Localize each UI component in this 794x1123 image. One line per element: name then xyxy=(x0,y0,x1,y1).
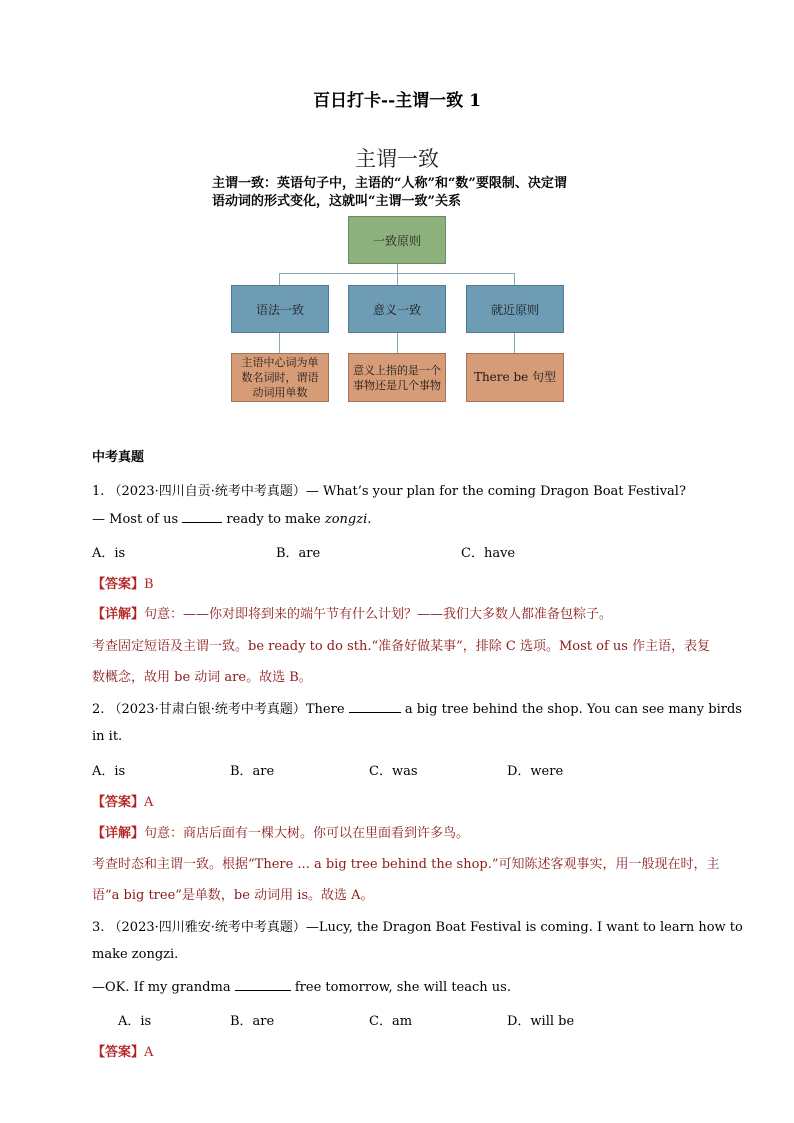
question-text-segment: 2. （2023·甘肃白银·统考中考真题）There xyxy=(92,702,345,717)
option-b: B．are xyxy=(276,546,321,561)
question-text: in it. xyxy=(92,729,123,744)
diagram-title: 主谓一致 xyxy=(355,147,439,171)
question-text-segment: ready to make xyxy=(226,512,321,527)
detail-line xyxy=(92,603,612,622)
diagram-branch-meaning: 意义一致 xyxy=(348,285,446,333)
answer-blank xyxy=(182,511,222,523)
page-title: 百日打卡--主谓一致 1 xyxy=(313,91,481,111)
detail-label: 【详解】 xyxy=(92,826,145,841)
option-b: B．are xyxy=(230,764,275,779)
option-c: C．am xyxy=(369,1014,413,1029)
question-text-segment: — Most of us xyxy=(92,512,179,527)
question-text: 1. （2023·四川自贡·统考中考真题）— What’s your plan for the coming Dragon Boat Festival? xyxy=(92,484,686,499)
answer-blank xyxy=(235,979,291,991)
connector-line xyxy=(279,333,280,353)
question-text: make zongzi. xyxy=(92,947,179,962)
diagram-leaf-proximity: There be 句型 xyxy=(466,353,564,402)
connector-line xyxy=(397,273,398,285)
answer-value: A xyxy=(144,795,154,810)
detail-text: 语“a big tree”是单数，be 动词用 is。故选 A。 xyxy=(92,888,374,903)
detail-text: 考查固定短语及主谓一致。be ready to do sth.“准备好做某事”，排除 C 选项。Most of us 作主语，表复 xyxy=(92,639,711,654)
detail-label: 【详解】 xyxy=(92,607,145,622)
option-a: A．is xyxy=(92,764,126,779)
option-a: A．is xyxy=(92,546,126,561)
connector-line xyxy=(514,273,515,285)
detail-line xyxy=(92,822,469,841)
option-d: D．will be xyxy=(507,1014,575,1029)
diagram-leaf-meaning: 意义上指的是一个事物还是几个事物 xyxy=(348,353,446,402)
question-text-segment: free tomorrow, she will teach us. xyxy=(294,980,511,995)
connector-line xyxy=(397,333,398,353)
option-a: A．is xyxy=(118,1014,152,1029)
answer-line xyxy=(92,573,154,592)
answer-line xyxy=(92,791,153,810)
answer-label: 【答案】 xyxy=(92,1045,145,1060)
detail-text: 句意：——你对即将到来的端午节有什么计划？——我们大多数人都准备包粽子。 xyxy=(144,607,613,622)
option-c: C．was xyxy=(369,764,418,779)
diagram-branch-grammar: 语法一致 xyxy=(231,285,329,333)
question-text: 3. （2023·四川雅安·统考中考真题）—Lucy, the Dragon Boat Festival is coming. I want to learn how to xyxy=(92,920,743,935)
detail-text: 数概念，故用 be 动词 are。故选 B。 xyxy=(92,670,312,685)
diagram-root-node: 一致原则 xyxy=(348,216,446,264)
question-text-segment: . xyxy=(367,512,372,527)
question-text xyxy=(92,979,511,995)
question-text-segment: —OK. If my grandma xyxy=(92,980,231,995)
option-d: D．were xyxy=(507,764,564,779)
option-c: C．have xyxy=(461,546,516,561)
answer-blank xyxy=(349,701,401,713)
diagram-intro: 主谓一致：英语句子中，主语的“人称”和“数”要限制、决定谓语动词的形式变化，这就叫“主谓一致”关系 xyxy=(212,176,567,209)
answer-value: B xyxy=(144,577,154,592)
question-text-italic: zongzi xyxy=(324,512,368,527)
diagram-leaf-grammar: 主语中心词为单数名词时，谓语动词用单数 xyxy=(231,353,329,402)
answer-label: 【答案】 xyxy=(92,577,145,592)
question-text xyxy=(92,511,371,527)
detail-text: 句意：商店后面有一棵大树。你可以在里面看到许多鸟。 xyxy=(144,826,470,841)
answer-value: A xyxy=(144,1045,154,1060)
question-text-segment: a big tree behind the shop. You can see many birds xyxy=(404,702,742,717)
connector-line xyxy=(279,273,280,285)
connector-line xyxy=(514,333,515,353)
section-heading: 中考真题 xyxy=(92,450,145,465)
answer-label: 【答案】 xyxy=(92,795,145,810)
answer-line xyxy=(92,1041,153,1060)
option-b: B．are xyxy=(230,1014,275,1029)
diagram-branch-proximity: 就近原则 xyxy=(466,285,564,333)
detail-text: 考查时态和主谓一致。根据“There ... a big tree behind the shop.”可知陈述客观事实，用一般现在时，主 xyxy=(92,857,720,872)
question-text xyxy=(92,698,742,717)
